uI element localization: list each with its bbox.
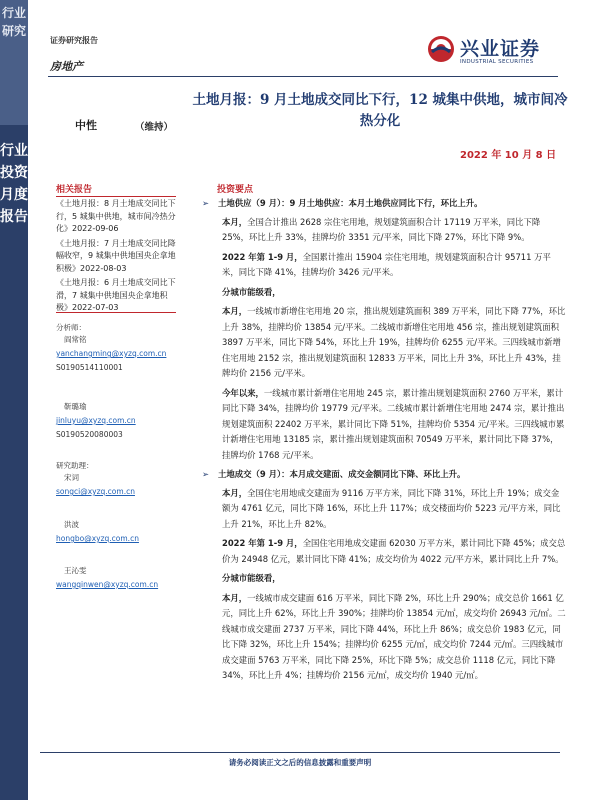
analyst-name: 阎常铭	[64, 335, 87, 344]
para-text: 全国合计推出 2628 宗住宅用地，规划建筑面积合计 17119 万平米，同比下降 25%，环比上升 33%，挂牌均价 3351 元/平米，同比下降 27%，环比下降 9%。	[222, 216, 541, 242]
bullet-arrow-icon: ➢	[202, 198, 210, 208]
bullet-land-supply	[202, 196, 566, 212]
report-title: 土地月报：9 月土地成交同比下行，12 城集中供地，城市间冷热分化	[192, 92, 568, 129]
assistant-section	[56, 564, 180, 592]
report-date: 2022 年 10 月 8 日	[460, 150, 557, 161]
para-text: 一线城市成交建面 616 万平米，同比下降 2%，环比上升 290%；成交总价 1661 亿元，同比上升 62%，环比上升 390%；挂牌均价 13854 元/㎡，成交均价 26943 元/㎡。二线城市成交建面 2737 万平米，同比下降 44%，环比上升 86%；成交总价 1983 亿元，同比下降 32%，环比上升 154%；挂牌均价 6255 元/㎡，成交均价 7244 元/㎡。三四线城市成交建面 5763 万平米，同比下降 25%，环比下降 5%；成交总价 1118 亿元，同比下降 34%，环比上升 4%；挂牌均价 2156 元/㎡，成交均价 1940 元/㎡。	[222, 592, 566, 680]
rating-note: （维持）	[135, 122, 174, 133]
related-reports-list	[56, 198, 178, 317]
footer-divider	[40, 752, 560, 753]
assistant-section	[56, 460, 180, 499]
para-lead: 本月，	[222, 487, 248, 498]
logo-en-text: INDUSTRIAL SECURITIES	[460, 59, 534, 65]
para-text: 全国住宅用地成交建面 62030 万平方米，累计同比下降 45%；成交总价为 24948 亿元，累计同比下降 41%；成交均价为 4022 元/平方米，累计同比上升 7%。	[222, 538, 566, 564]
para-lead: 2022 年第 1-9 月，	[222, 251, 303, 262]
paragraph	[202, 386, 566, 464]
related-reports-heading: 相关报告	[56, 185, 93, 195]
para-lead: 本月，	[222, 592, 248, 603]
analyst-name: 靳璐瑜	[64, 402, 87, 411]
subheading: 分城市能级看，	[222, 573, 281, 583]
subheading: 分城市能级看，	[222, 286, 281, 297]
bullet-text: 土地成交（9 月）：本月成交建面、成交金额同比下降、环比上升。	[218, 469, 466, 479]
key-points-heading: 投资要点	[217, 185, 254, 195]
assistant-email[interactable]: hongbo@xyzq.com.cn	[56, 534, 139, 543]
related-report-link[interactable]: 《土地月报：8 月土地成交同比下行，5 城集中供地，城市间冷热分化》2022-09-06	[56, 199, 176, 233]
assistant-name: 王沁雯	[64, 566, 87, 575]
bullet-text: 土地供应（9 月）：9 月土地供应：本月土地供应同比下行，环比上升。	[218, 198, 483, 208]
related-report-link[interactable]: 《土地月报：7 月土地成交同比降幅收窄，9 城集中供地国央企拿地积极》2022-08-03	[56, 238, 176, 273]
para-lead: 本月，	[222, 216, 248, 227]
sector-name: 房地产	[50, 60, 83, 73]
assistant-email[interactable]: wangqinwen@xyzq.com.cn	[56, 580, 159, 589]
analyst-section	[56, 322, 180, 375]
left-sidebar-band	[0, 0, 28, 800]
para-text: 一线城市累计新增住宅用地 245 宗，累计推出规划建筑面积 2760 万平米，累计同比下降 34%，挂牌均价 19779 元/平米。二线城市累计新增住宅用地 2474 宗，累计推出规划建筑面积 22402 万平米，累计同比下降 51%，挂牌均价 5354 元/平米。三四线城市累计新增住宅用地 13185 宗，累计推出规划建筑面积 70549 万平米，累计同比下降 37%，挂牌均价 1768 元/平米。	[222, 387, 565, 460]
paragraph	[202, 215, 566, 246]
para-text: 全国住宅用地成交建面为 9116 万平方米，同比下降 31%，环比上升 19%；成交金额为 4761 亿元，同比下降 16%，环比上升 117%；成交楼面均价 5223 元/平方米，同比上升 21%，环比上升 82%。	[222, 487, 561, 529]
disclaimer-footer: 请务必阅读正文之后的信息披露和重要声明	[228, 758, 372, 767]
analyst-license: S0190514110001	[56, 363, 123, 372]
assistant-label: 研究助理：	[56, 461, 94, 470]
rating-value: 中性	[75, 119, 97, 132]
paragraph	[202, 486, 566, 533]
logo-mark-icon	[426, 34, 456, 64]
para-lead: 本月，	[222, 306, 248, 316]
bullet-land-transaction	[202, 467, 566, 483]
para-text: 一线城市新增住宅用地 20 宗，推出规划建筑面积 389 万平米，同比下降 77%，环比上升 38%，挂牌均价 13854 元/平米。二线城市新增住宅用地 456 宗，推出规划建筑面积 3897 万平米，同比下降 54%，环比上升 19%，挂牌均价 6255 元/平米。三四线城市新增住宅用地 2152 宗，推出规划建筑面积 12833 万平米，同比上升 3%，环比上升 43%，挂牌均价 2156 元/平米。	[222, 306, 566, 378]
sidebar-top-text: 行业研究	[1, 6, 26, 38]
sidebar-report-type: 行业投资月度报告	[0, 143, 28, 225]
related-report-link[interactable]: 《土地月报：6 月土地成交同比下滑，7 城集中供地国央企拿地积极》2022-07-03	[56, 278, 176, 312]
bullet-arrow-icon: ➢	[202, 469, 210, 479]
analyst-label: 分析师：	[56, 323, 86, 332]
paragraph	[202, 250, 566, 281]
paragraph	[202, 591, 566, 684]
assistant-email[interactable]: songci@xyzq.com.cn	[56, 487, 135, 496]
company-logo	[426, 32, 566, 76]
report-category-label: 证券研究报告	[50, 36, 98, 45]
analyst-section	[56, 400, 180, 442]
assistant-name: 洪波	[64, 520, 79, 529]
analyst-license: S0190520080003	[56, 430, 123, 439]
paragraph	[202, 304, 566, 382]
header-divider	[48, 76, 558, 77]
key-points-body	[202, 196, 566, 688]
paragraph	[202, 536, 566, 567]
analyst-email[interactable]: jinluyu@xyzq.com.cn	[56, 416, 136, 425]
assistant-name: 宋词	[64, 473, 79, 482]
para-lead: 2022 年第 1-9 月，	[222, 538, 303, 548]
analyst-email[interactable]: yanchangming@xyzq.com.cn	[56, 349, 167, 358]
para-text: 全国累计推出 15904 宗住宅用地，规划建筑面积合计 95711 万平米，同比下降 41%，挂牌均价 3426 元/平米。	[222, 251, 551, 277]
para-lead: 今年以来，	[222, 387, 264, 398]
related-divider	[56, 196, 176, 197]
logo-cn-text: 兴业证券	[460, 38, 541, 60]
assistant-section	[56, 518, 180, 546]
analyst-divider	[56, 312, 176, 313]
